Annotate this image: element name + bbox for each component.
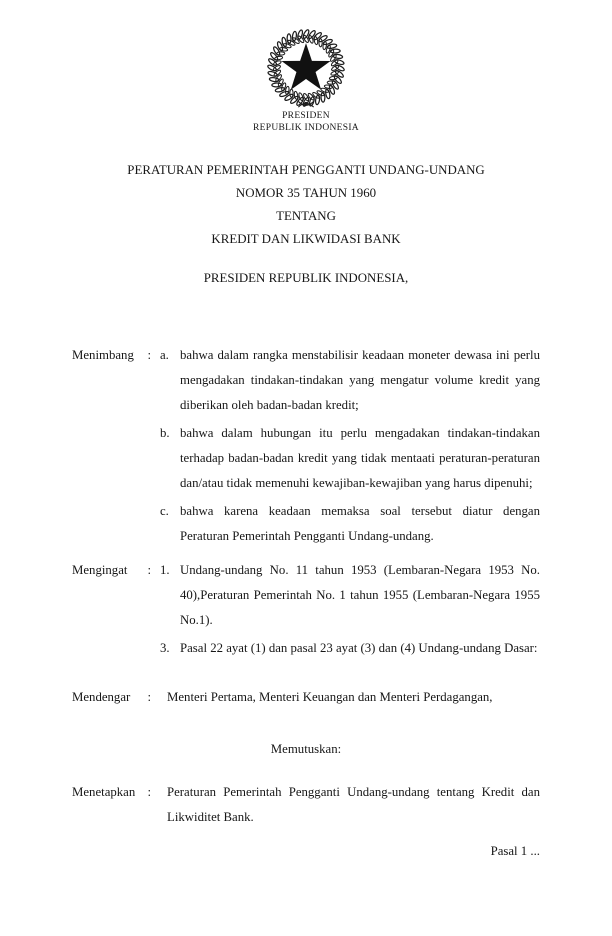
doc-title-line2: NOMOR 35 TAHUN 1960 [235, 186, 377, 200]
page-continuation-note: Pasal 1 ... [490, 844, 540, 858]
org-lines [72, 111, 540, 134]
mengingat-colon: : [147, 563, 151, 577]
mengingat-list [160, 558, 540, 661]
section-menimbang [72, 343, 540, 549]
mengingat-label: Mengingat [72, 563, 128, 577]
doc-title-line3: TENTANG [276, 209, 336, 223]
presiden-label: PRESIDEN [282, 111, 330, 121]
list-item [160, 499, 540, 549]
item-marker: c. [160, 504, 169, 518]
memutuskan-heading: Memutuskan: [270, 742, 342, 756]
menimbang-label: Menimbang [72, 348, 134, 362]
item-marker: b. [160, 426, 170, 440]
section-menetapkan [72, 780, 540, 830]
menetapkan-label-box [72, 780, 160, 830]
item-text: bahwa dalam rangka menstabilisir keadaan moneter dewasa ini perlu mengadakan tindakan-tindakan yang mengatur volume kredit yang diberikan oleh badan-badan kredit; [180, 348, 540, 412]
doc-title-line1: PERATURAN PEMERINTAH PENGGANTI UNDANG-UNDANG [127, 163, 485, 177]
document-title [72, 159, 540, 251]
mendengar-label-box [72, 685, 160, 710]
mendengar-label: Mendengar [72, 690, 131, 704]
section-mendengar [72, 685, 540, 710]
item-marker: 1. [160, 563, 170, 577]
star-wreath-emblem-icon [258, 26, 354, 110]
list-item [160, 421, 540, 496]
mendengar-text: Menteri Pertama, Menteri Keuangan dan Menteri Perdagangan, [167, 690, 493, 704]
list-item [160, 343, 540, 418]
menimbang-label-box [72, 343, 160, 549]
item-text: bahwa karena keadaan memaksa soal tersebut diatur dengan Peraturan Pemerintah Pengganti Undang-undang. [180, 504, 540, 543]
emblem-area [72, 26, 540, 110]
doc-title-line4: KREDIT DAN LIKWIDASI BANK [211, 232, 401, 246]
item-text: bahwa dalam hubungan itu perlu mengadakan tindakan-tindakan terhadap badan-badan kredit yang tidak mentaati peraturan-peraturan dan/atau tidak memenuhi kewajiban-kewajiban yang harus dipenuhi; [180, 426, 540, 490]
menimbang-list [160, 343, 540, 549]
mengingat-label-box [72, 558, 160, 661]
item-text: Undang-undang No. 11 tahun 1953 (Lembaran-Negara 1953 No. 40),Peraturan Pemerintah No. 1 tahun 1955 (Lembaran-Negara 1955 No.1). [180, 563, 540, 627]
section-mengingat [72, 558, 540, 661]
menetapkan-text: Peraturan Pemerintah Pengganti Undang-undang tentang Kredit dan Likwiditet Bank. [167, 785, 540, 824]
salutation: PRESIDEN REPUBLIK INDONESIA, [203, 271, 409, 285]
menimbang-colon: : [147, 348, 151, 362]
item-text: Pasal 22 ayat (1) dan pasal 23 ayat (3) dan (4) Undang-undang Dasar: [180, 641, 538, 655]
list-item [160, 636, 540, 661]
republik-indonesia-label: REPUBLIK INDONESIA [253, 122, 359, 133]
mendengar-colon: : [147, 690, 151, 704]
list-item [160, 558, 540, 633]
item-marker: a. [160, 348, 169, 362]
menetapkan-colon: : [147, 785, 151, 799]
item-marker: 3. [160, 641, 170, 655]
menetapkan-label: Menetapkan [72, 785, 136, 799]
star-icon [281, 43, 330, 90]
